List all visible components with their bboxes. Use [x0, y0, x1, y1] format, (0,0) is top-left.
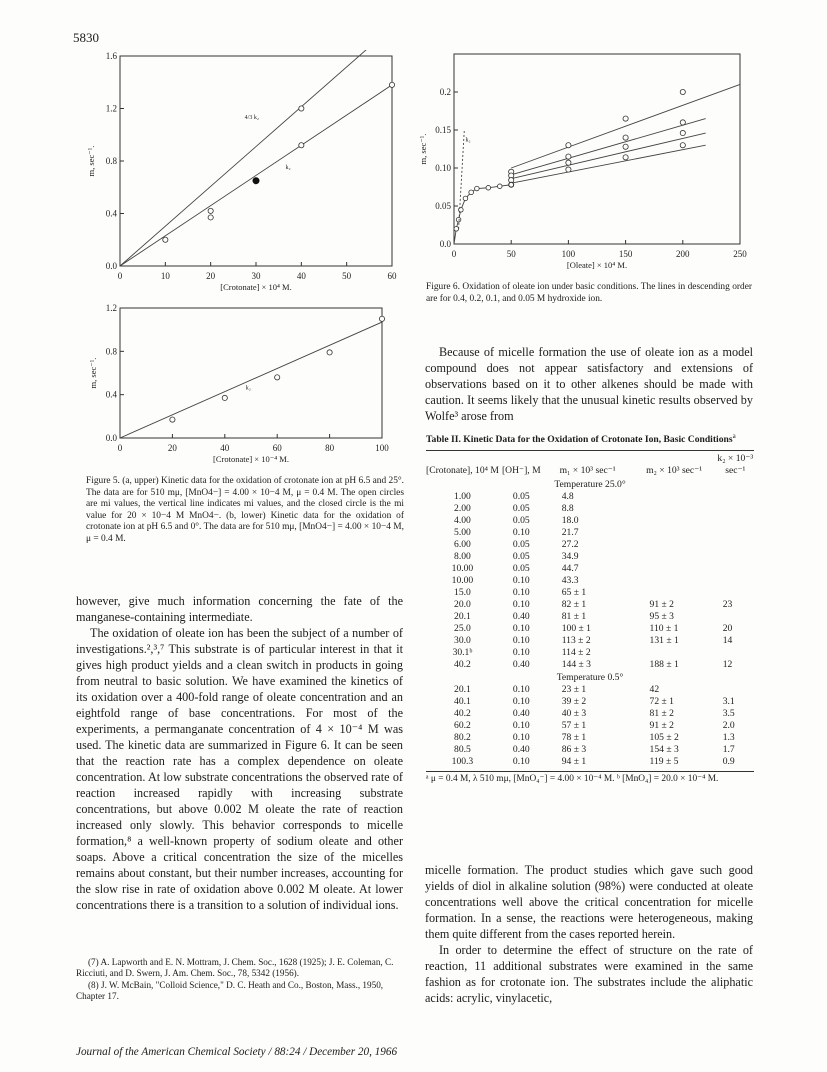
- plot-frame: [454, 54, 740, 244]
- y-tick-label: 0.8: [105, 346, 117, 357]
- table-group-header: [426, 671, 754, 684]
- table-cell: 4.8: [561, 490, 574, 502]
- data-point: [680, 89, 685, 94]
- table-cell: 0.05: [512, 502, 530, 514]
- data-point: [299, 143, 304, 148]
- table-cell: 1.3: [722, 731, 735, 743]
- table-row: [426, 515, 754, 527]
- data-point: [275, 375, 280, 380]
- table-header-row: [426, 453, 754, 477]
- table-cell: 86 ± 3: [561, 743, 587, 755]
- x-tick-label: 20: [167, 443, 177, 453]
- table-cell: 40.2: [454, 658, 471, 670]
- figure-6-chart: [418, 48, 758, 278]
- data-point: [680, 143, 685, 148]
- y-tick-label: 0.8: [105, 156, 117, 166]
- table-cell: [632, 563, 717, 575]
- table-cell: [717, 539, 754, 551]
- table-footnote: ᵃ μ = 0.4 M, λ 510 mμ, [MnO₄⁻] = 4.00 × 10⁻⁴ M. ᵇ [MnO₄] = 20.0 × 10⁻⁴ M.: [426, 773, 719, 784]
- table-cell: [632, 575, 717, 587]
- x-tick-label: 0: [117, 271, 123, 281]
- y-axis-label: m, sec⁻¹.: [86, 145, 96, 177]
- table-row: [426, 599, 754, 611]
- table-row: [426, 611, 754, 623]
- column-header: m₁ × 10³ sec⁻¹: [559, 464, 616, 476]
- x-tick-label: 0: [451, 249, 457, 259]
- right-column-text-bottom: [425, 862, 753, 1006]
- table-cell: 0.40: [512, 658, 530, 670]
- table-cell: 0.10: [512, 695, 530, 707]
- y-tick-label: 0.10: [435, 163, 451, 173]
- x-tick-label: 50: [342, 271, 352, 281]
- data-point: [208, 208, 213, 213]
- paragraph: micelle formation. The product studies which gave such good yields of diol in alkaline solution (98%) were conducted at oleate concentrations well above the critical concentration for micelle formation. In a sense, the reactions were heterogeneous, making them quite different from the cases reported herein.: [425, 863, 753, 941]
- x-tick-label: 60: [272, 443, 282, 453]
- series-line: [120, 50, 392, 266]
- data-point: [463, 196, 468, 201]
- y-axis-label: m, sec⁻¹.: [418, 133, 428, 165]
- table-cell: 0.10: [512, 526, 530, 538]
- table-cell: 40 ± 3: [561, 707, 587, 719]
- table-cell: [632, 551, 717, 563]
- x-tick-label: 40: [220, 443, 230, 453]
- table-cell: 0.10: [512, 731, 530, 743]
- column-header: [OH⁻], M: [501, 464, 541, 476]
- paragraph: In order to determine the effect of structure on the rate of reaction, 11 additional substrates were examined in the same fashion as for crotonate ion. The substrates include the aliphatic acids: acrylic, vinylacetic,: [425, 943, 753, 1005]
- data-point: [475, 186, 480, 191]
- x-tick-label: 250: [733, 249, 747, 259]
- annotation-label: k₂: [285, 164, 291, 171]
- data-point: [509, 182, 514, 187]
- column-header: [Crotonate], 10⁴ M: [426, 464, 499, 476]
- journal-footer: Journal of the American Chemical Society / 88:24 / December 20, 1966: [76, 1046, 398, 1058]
- table-cell: 0.10: [512, 634, 530, 646]
- data-point: [379, 316, 384, 321]
- data-point: [566, 167, 571, 172]
- table-cell: 2.00: [454, 502, 471, 514]
- table-title: Table II. Kinetic Data for the Oxidation of Crotonate Ion, Basic Conditions$^a$: [426, 432, 736, 446]
- table-cell: 20.0: [454, 598, 471, 610]
- table-cell: 1.7: [722, 743, 735, 755]
- table-cell: 0.10: [512, 574, 530, 586]
- table-cell: 14: [722, 634, 733, 646]
- table-cell: 81 ± 1: [561, 610, 587, 622]
- table-cell: [632, 515, 717, 527]
- table-cell: 0.10: [512, 683, 530, 695]
- data-point: [208, 215, 213, 220]
- x-tick-label: 80: [325, 443, 335, 453]
- table-cell: 12: [722, 658, 733, 670]
- x-tick-label: 30: [251, 271, 261, 281]
- table-cell: 18.0: [561, 514, 579, 526]
- x-tick-label: 200: [676, 249, 690, 259]
- table-cell: 94 ± 1: [561, 755, 587, 767]
- y-tick-label: 0.4: [105, 208, 117, 219]
- data-point: [469, 190, 474, 195]
- table-cell: 1.00: [454, 490, 471, 502]
- paragraph: The oxidation of oleate ion has been the subject of a number of investigations.²,³,⁷ This substrate is of particular interest in that it gives high product yields and a clean switch in products in going from neutral to basic solution. We have examined the kinetics of its oxidation over a 400-fold range of oleate concentration and an eightfold range of base concentrations. For most of the experiments, a permanganate concentration of 4 × 10⁻⁴ M was used. The kinetic data are summarized in Figure 6. It can be seen that the reaction rate has a complex dependence on oleate concentration. At low substrate concentrations the observed rate of reaction increased rapidly with increasing substrate concentrations, but above 0.002 M oleate the rate of reaction increased only slowly. This behavior corresponds to micelle formation,⁸ a well-known property of sodium oleate and other soaps. Above a critical concentration the size of the micelles remains about constant, but their number increases, accounting for the slow rise in rate of oxidation above 0.002 M oleate. At lower concentrations there is a transition to a solution of individual ions.: [76, 626, 403, 912]
- table-cell: 0.10: [512, 586, 530, 598]
- table-cell: 23 ± 1: [561, 683, 587, 695]
- y-tick-label: 0.4: [105, 389, 117, 400]
- table-2: [426, 431, 754, 785]
- table-row: [426, 720, 754, 732]
- x-tick-label: 40: [296, 271, 306, 281]
- annotation-label: k₂: [245, 385, 251, 392]
- annotation-label: k₂: [465, 137, 471, 144]
- series-line: [120, 85, 392, 266]
- table-cell: 30.1ᵇ: [452, 646, 473, 658]
- table-cell: [717, 491, 754, 503]
- data-point: [680, 130, 685, 135]
- data-point: [623, 116, 628, 121]
- y-axis-label: m, sec⁻¹.: [88, 357, 98, 389]
- table-cell: 44.7: [561, 562, 579, 574]
- table-cell: [717, 684, 754, 696]
- table-cell: 0.05: [512, 514, 530, 526]
- series-line: [511, 145, 705, 183]
- table-cell: 60.2: [454, 719, 471, 731]
- plot-frame: [120, 308, 382, 438]
- table-row: [426, 623, 754, 635]
- data-point: [566, 160, 571, 165]
- y-tick-label: 1.2: [105, 303, 117, 313]
- data-point: [623, 135, 628, 140]
- x-axis-label: [Oleate] × 10⁴ M.: [566, 260, 628, 270]
- table-cell: 0.9: [722, 755, 735, 767]
- table-cell: 23: [722, 598, 733, 610]
- table-cell: 6.00: [454, 538, 471, 550]
- table-cell: 25.0: [454, 622, 471, 634]
- data-point: [497, 184, 502, 189]
- table-row: [426, 744, 754, 756]
- figure-5-caption: Figure 5. (a, upper) Kinetic data for the oxidation of crotonate ion at pH 6.5 and 25°. The data are for 510 mμ, [MnO4−] = 4.00 × 10−4 M, μ = 0.4 M. The open circles are mi values, the vertical line indicates mi values, and the closed circle is the mi value for 20 × 10−4 M MnO4−. (b, lower) Kinetic data for the oxidation of crotonate ion at pH 6.5 and 0°. The data are for 510 mμ, [MnO4−] = 4.00 × 10−4 M, μ = 0.4 M.: [86, 476, 404, 544]
- left-column-text: [76, 593, 403, 913]
- table-group-header: [426, 477, 754, 491]
- x-tick-label: 20: [206, 271, 216, 281]
- table-cell: 39 ± 2: [561, 695, 587, 707]
- series-line: [511, 133, 705, 179]
- table-cell: 81 ± 2: [649, 707, 674, 719]
- paragraph: however, give much information concerning the fate of the manganese-containing intermediate.: [76, 594, 403, 624]
- table-cell: 100.3: [451, 755, 474, 767]
- table-cell: 105 ± 2: [649, 731, 679, 743]
- table-cell: 57 ± 1: [561, 719, 587, 731]
- table-cell: 10.00: [451, 574, 474, 586]
- table-cell: 20: [722, 622, 733, 634]
- table-cell: 5.00: [454, 526, 471, 538]
- x-tick-label: 100: [561, 249, 576, 259]
- table-cell: 27.2: [561, 538, 579, 550]
- right-column-text-top: [425, 344, 753, 424]
- table-cell: 114 ± 2: [561, 646, 591, 658]
- y-tick-label: 1.6: [105, 51, 117, 61]
- table-cell: 0.05: [512, 550, 530, 562]
- table-cell: 0.05: [512, 562, 530, 574]
- table-cell: 10.00: [451, 562, 474, 574]
- table-cell: [717, 515, 754, 527]
- table-cell: [717, 575, 754, 587]
- footnote-7: (7) A. Lapworth and E. N. Mottram, J. Chem. Soc., 1628 (1925); J. E. Coleman, C. Ricciuti, and D. Swern, J. Am. Chem. Soc., 78, 5342 (1956).: [76, 957, 394, 979]
- table-cell: 21.7: [561, 526, 579, 538]
- table-cell: 80.5: [454, 743, 471, 755]
- table-group-label: Temperature 0.5°: [556, 671, 624, 683]
- table-cell: [717, 503, 754, 515]
- table-cell: 34.9: [561, 550, 579, 562]
- y-tick-label: 0.05: [435, 201, 451, 211]
- figure-6-caption: Figure 6. Oxidation of oleate ion under basic conditions. The lines in descending order are for 0.4, 0.2, 0.1, and 0.05 M hydroxide ion.: [426, 282, 752, 304]
- table-cell: [632, 587, 717, 599]
- data-point: [566, 143, 571, 148]
- data-point: [163, 237, 168, 242]
- table-cell: 91 ± 2: [649, 719, 674, 731]
- table-cell: 40.2: [454, 707, 471, 719]
- table-cell: 95 ± 3: [649, 610, 674, 622]
- table-cell: 0.10: [512, 646, 530, 658]
- table-cell: 0.05: [512, 538, 530, 550]
- table-cell: 15.0: [454, 586, 471, 598]
- table-cell: [632, 491, 717, 503]
- table-row: [426, 551, 754, 563]
- x-tick-label: 60: [387, 271, 397, 281]
- data-point: [456, 217, 461, 222]
- table-cell: 113 ± 2: [561, 634, 591, 646]
- table-row: [426, 647, 754, 659]
- table-row: [426, 708, 754, 720]
- column-header: m₂ × 10³ sec⁻¹: [646, 464, 703, 476]
- annotation-label: 4/3 k₂: [244, 115, 259, 121]
- table-cell: 188 ± 1: [649, 658, 679, 670]
- column-header: k₂ × 10⁻³ sec⁻¹: [717, 452, 754, 476]
- table-cell: 0.10: [512, 598, 530, 610]
- table-row: [426, 696, 754, 708]
- table-row: [426, 659, 754, 671]
- table-cell: 80.2: [454, 731, 471, 743]
- figure-5b-chart: [84, 300, 394, 472]
- table-cell: [717, 587, 754, 599]
- table-row: [426, 756, 754, 768]
- table-cell: 0.10: [512, 622, 530, 634]
- data-point: [623, 155, 628, 160]
- data-point: [486, 185, 491, 190]
- table-cell: 0.10: [512, 719, 530, 731]
- table-cell: 72 ± 1: [649, 695, 674, 707]
- table-row: [426, 684, 754, 696]
- table-cell: 154 ± 3: [649, 743, 679, 755]
- page-number: 5830: [73, 30, 99, 45]
- table-cell: 43.3: [561, 574, 579, 586]
- x-tick-label: 10: [160, 271, 170, 281]
- y-tick-label: 0.15: [435, 125, 451, 135]
- table-cell: 91 ± 2: [649, 598, 674, 610]
- table-cell: [717, 611, 754, 623]
- table-cell: 78 ± 1: [561, 731, 587, 743]
- table-row: [426, 635, 754, 647]
- table-row: [426, 491, 754, 503]
- table-cell: [632, 503, 717, 515]
- table-cell: 100 ± 1: [561, 622, 591, 634]
- x-tick-label: 150: [618, 249, 633, 259]
- table-row: [426, 732, 754, 744]
- table-row: [426, 503, 754, 515]
- x-axis-label: [Crotonate] × 10⁻⁴ M.: [213, 454, 289, 464]
- data-point: [299, 106, 304, 111]
- x-tick-label: 100: [375, 443, 389, 453]
- footnote-8: (8) J. W. McBain, "Colloid Science," D. C. Heath and Co., Boston, Mass., 1950, Chapter 17.: [76, 979, 384, 1002]
- table-group-label: Temperature 25.0°: [554, 478, 626, 490]
- x-axis-label: [Crotonate] × 10⁴ M.: [220, 282, 292, 292]
- table-cell: [717, 527, 754, 539]
- series-line: [120, 322, 382, 438]
- table-cell: 20.1: [454, 683, 471, 695]
- table-cell: 2.0: [722, 719, 735, 731]
- table-cell: [717, 563, 754, 575]
- x-tick-label: 50: [506, 249, 516, 259]
- plot-frame: [120, 56, 392, 266]
- table-cell: 42: [649, 683, 660, 695]
- series-line: [511, 119, 705, 175]
- footnotes: [76, 957, 403, 1003]
- data-point: [170, 417, 175, 422]
- y-tick-label: 0.0: [439, 239, 451, 249]
- table-cell: [632, 527, 717, 539]
- filled-data-point: [253, 178, 259, 184]
- table-cell: 119 ± 5: [649, 755, 679, 767]
- table-cell: 0.40: [512, 707, 530, 719]
- table-cell: 0.40: [512, 743, 530, 755]
- data-point: [327, 350, 332, 355]
- table-cell: 131 ± 1: [649, 634, 679, 646]
- table-cell: 0.40: [512, 610, 530, 622]
- table-cell: 40.1: [454, 695, 471, 707]
- k2-dashed-line: [459, 130, 465, 229]
- low-concentration-curve: [454, 185, 511, 244]
- table-cell: 30.0: [454, 634, 471, 646]
- x-tick-label: 0: [117, 443, 123, 453]
- y-tick-label: 0.0: [105, 433, 117, 443]
- paragraph: Because of micelle formation the use of oleate ion as a model compound does not appear satisfactory and extensions of observations based on it to other alkenes should be made with caution. It seems likely that the unusual kinetic results observed by Wolfe³ arose from: [425, 345, 753, 423]
- table-cell: [632, 539, 717, 551]
- table-row: [426, 563, 754, 575]
- y-tick-label: 0.2: [439, 87, 451, 97]
- figure-5a-chart: [84, 50, 414, 298]
- table-cell: 82 ± 1: [561, 598, 587, 610]
- data-point: [623, 144, 628, 149]
- table-cell: 110 ± 1: [649, 622, 679, 634]
- table-cell: 3.5: [722, 707, 735, 719]
- table-row: [426, 587, 754, 599]
- table-row: [426, 539, 754, 551]
- table-cell: 0.10: [512, 755, 530, 767]
- table-cell: [632, 647, 717, 659]
- table-cell: 3.1: [722, 695, 735, 707]
- data-point: [389, 82, 394, 87]
- table-row: [426, 527, 754, 539]
- y-tick-label: 0.0: [105, 261, 117, 271]
- data-point: [566, 154, 571, 159]
- table-cell: 4.00: [454, 514, 471, 526]
- table-row: [426, 575, 754, 587]
- data-point: [680, 120, 685, 125]
- table-cell: 144 ± 3: [561, 658, 591, 670]
- table-cell: [717, 647, 754, 659]
- table-cell: 0.05: [512, 490, 530, 502]
- y-tick-label: 1.2: [105, 103, 117, 114]
- table-cell: 20.1: [454, 610, 471, 622]
- table-cell: [717, 551, 754, 563]
- table-body: [426, 453, 754, 768]
- data-point: [454, 227, 459, 232]
- table-cell: 8.00: [454, 550, 471, 562]
- data-point: [222, 395, 227, 400]
- table-cell: 8.8: [561, 502, 574, 514]
- table-cell: 65 ± 1: [561, 586, 587, 598]
